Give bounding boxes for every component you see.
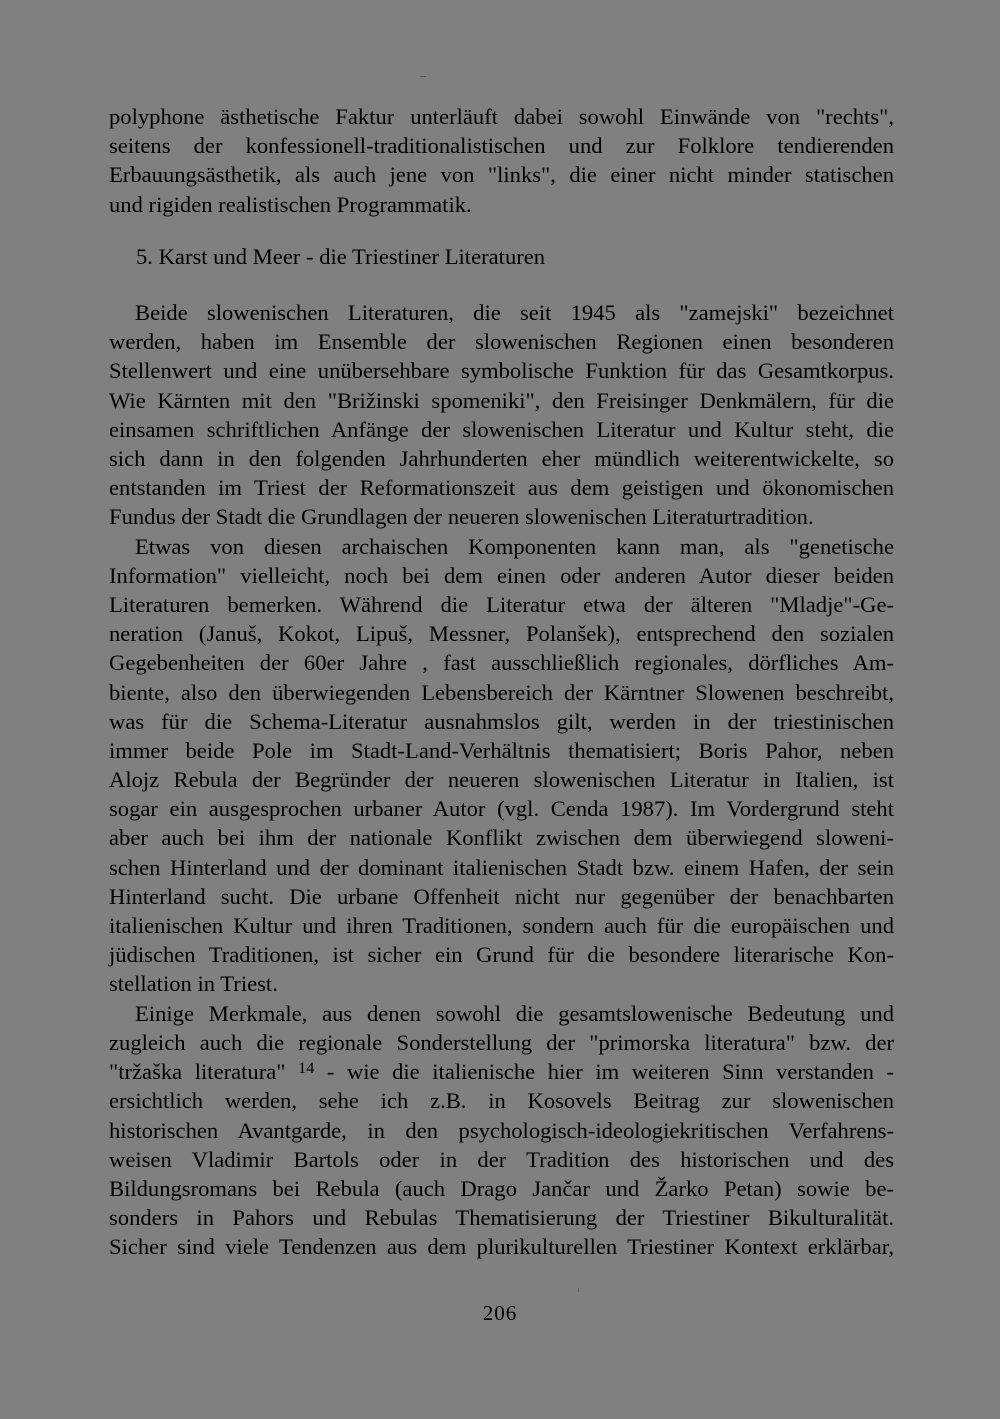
text-fragment: "tržaška literatura"	[109, 1059, 299, 1085]
text-line: stellation in Triest.	[109, 971, 278, 997]
scan-mark	[578, 1288, 579, 1292]
text-line: aber auch bei ihm der nationale Konflikt zwischen dem überwiegend sloweni-	[109, 825, 894, 851]
text-line: einsamen schriftlichen Anfänge der slowenischen Literatur und Kultur steht, die	[109, 416, 894, 442]
text-line: historischen Avantgarde, in den psychologisch-ideologiekritischen Verfahrens-	[109, 1117, 894, 1143]
text-line: Beide slowenischen Literaturen, die seit 1945 als "zamejski" bezeichnet	[135, 300, 894, 325]
text-line: Wie Kärnten mit den "Brižinski spomeniki", den Freisinger Denkmälern, für die	[109, 387, 894, 413]
text-line: werden, haben im Ensemble der slowenischen Regionen einen besonderen	[109, 329, 894, 355]
text-line-with-footnote	[109, 1057, 894, 1086]
text-line: Einige Merkmale, aus denen sowohl die gesamtslowenische Bedeutung und	[135, 1000, 894, 1026]
text-line: immer beide Pole im Stadt-Land-Verhältnis thematisiert; Boris Pahor, neben	[109, 737, 894, 763]
text-line: weisen Vladimir Bartols oder in der Tradition des historischen und des	[109, 1146, 894, 1172]
paragraph-3	[109, 532, 894, 999]
text-line: seitens der konfessionell-traditionalistischen und zur Folklore tendierenden	[109, 133, 894, 159]
text-line: neration (Januš, Kokot, Lipuš, Messner, Polanšek), entsprechend den sozialen	[109, 621, 894, 647]
text-line: polyphone ästhetische Faktur unterläuft dabei sowohl Einwände von "rechts",	[109, 104, 894, 129]
text-line: schen Hinterland und der dominant italienischen Stadt bzw. einem Hafen, der sein	[109, 854, 894, 880]
text-line: Fundus der Stadt die Grundlagen der neueren slowenischen Literaturtradition.	[109, 504, 814, 530]
text-line: sich dann in den folgenden Jahrhunderten eher mündlich weiterentwickelte, so	[109, 445, 894, 471]
text-line: Information" vielleicht, noch bei dem einen oder anderen Autor dieser beiden	[109, 562, 894, 588]
text-line: Erbauungsästhetik, als auch jene von "links", die einer nicht minder statischen	[109, 162, 894, 188]
text-line: biente, also den überwiegenden Lebensbereich der Kärntner Slowenen beschreibt,	[109, 679, 894, 705]
text-line: jüdischen Traditionen, ist sicher ein Grund für die besondere literarische Kon-	[109, 942, 894, 968]
text-line: ersichtlich werden, sehe ich z.B. in Kosovels Beitrag zur slowenischen	[109, 1088, 894, 1114]
text-line: Hinterland sucht. Die urbane Offenheit nicht nur gegenüber der benachbarten	[109, 883, 894, 909]
paragraph-2	[109, 298, 894, 532]
page-number: 206	[482, 1301, 518, 1325]
paragraph-4	[109, 999, 894, 1262]
text-line: Alojz Rebula der Begründer der neueren slowenischen Literatur in Italien, ist	[109, 767, 894, 793]
text-line: Stellenwert und eine unübersehbare symbolische Funktion für das Gesamtkorpus.	[109, 358, 894, 384]
text-line: sogar ein ausgesprochen urbaner Autor (vgl. Cenda 1987). Im Vordergrund steht	[109, 796, 894, 822]
text-line: was für die Schema-Literatur ausnahmslos gilt, werden in der triestinischen	[109, 708, 894, 734]
footnote-marker[interactable]: 14	[298, 1059, 315, 1078]
section-heading: 5. Karst und Meer - die Triestiner Literaturen	[136, 244, 546, 269]
text-line: Bildungsromans bei Rebula (auch Drago Jančar und Žarko Petan) sowie be-	[109, 1175, 894, 1201]
text-line: Etwas von diesen archaischen Komponenten kann man, als "genetische	[135, 533, 894, 559]
text-line: Gegebenheiten der 60er Jahre , fast ausschließlich regionales, dörfliches Am-	[109, 650, 894, 676]
paragraph-1	[109, 102, 894, 219]
text-line: italienischen Kultur und ihren Traditionen, sondern auch für die europäischen und	[109, 913, 894, 939]
text-fragment: - wie die italienische hier im weiteren Sinn verstanden -	[314, 1059, 894, 1085]
text-line: zugleich auch die regionale Sonderstellung der "primorska literatura" bzw. der	[109, 1029, 894, 1055]
text-line: sonders in Pahors und Rebulas Thematisierung der Triestiner Bikulturalität.	[109, 1205, 894, 1231]
text-line: entstanden im Triest der Reformationszeit aus dem geistigen und ökonomischen	[109, 475, 894, 501]
text-line: Literaturen bemerken. Während die Literatur etwa der älteren "Mladje"-Ge-	[109, 591, 894, 617]
text-line: Sicher sind viele Tendenzen aus dem plurikulturellen Triestiner Kontext erklärbar,	[109, 1234, 894, 1260]
scan-mark	[420, 76, 426, 77]
text-line: und rigiden realistischen Programmatik.	[109, 191, 472, 217]
